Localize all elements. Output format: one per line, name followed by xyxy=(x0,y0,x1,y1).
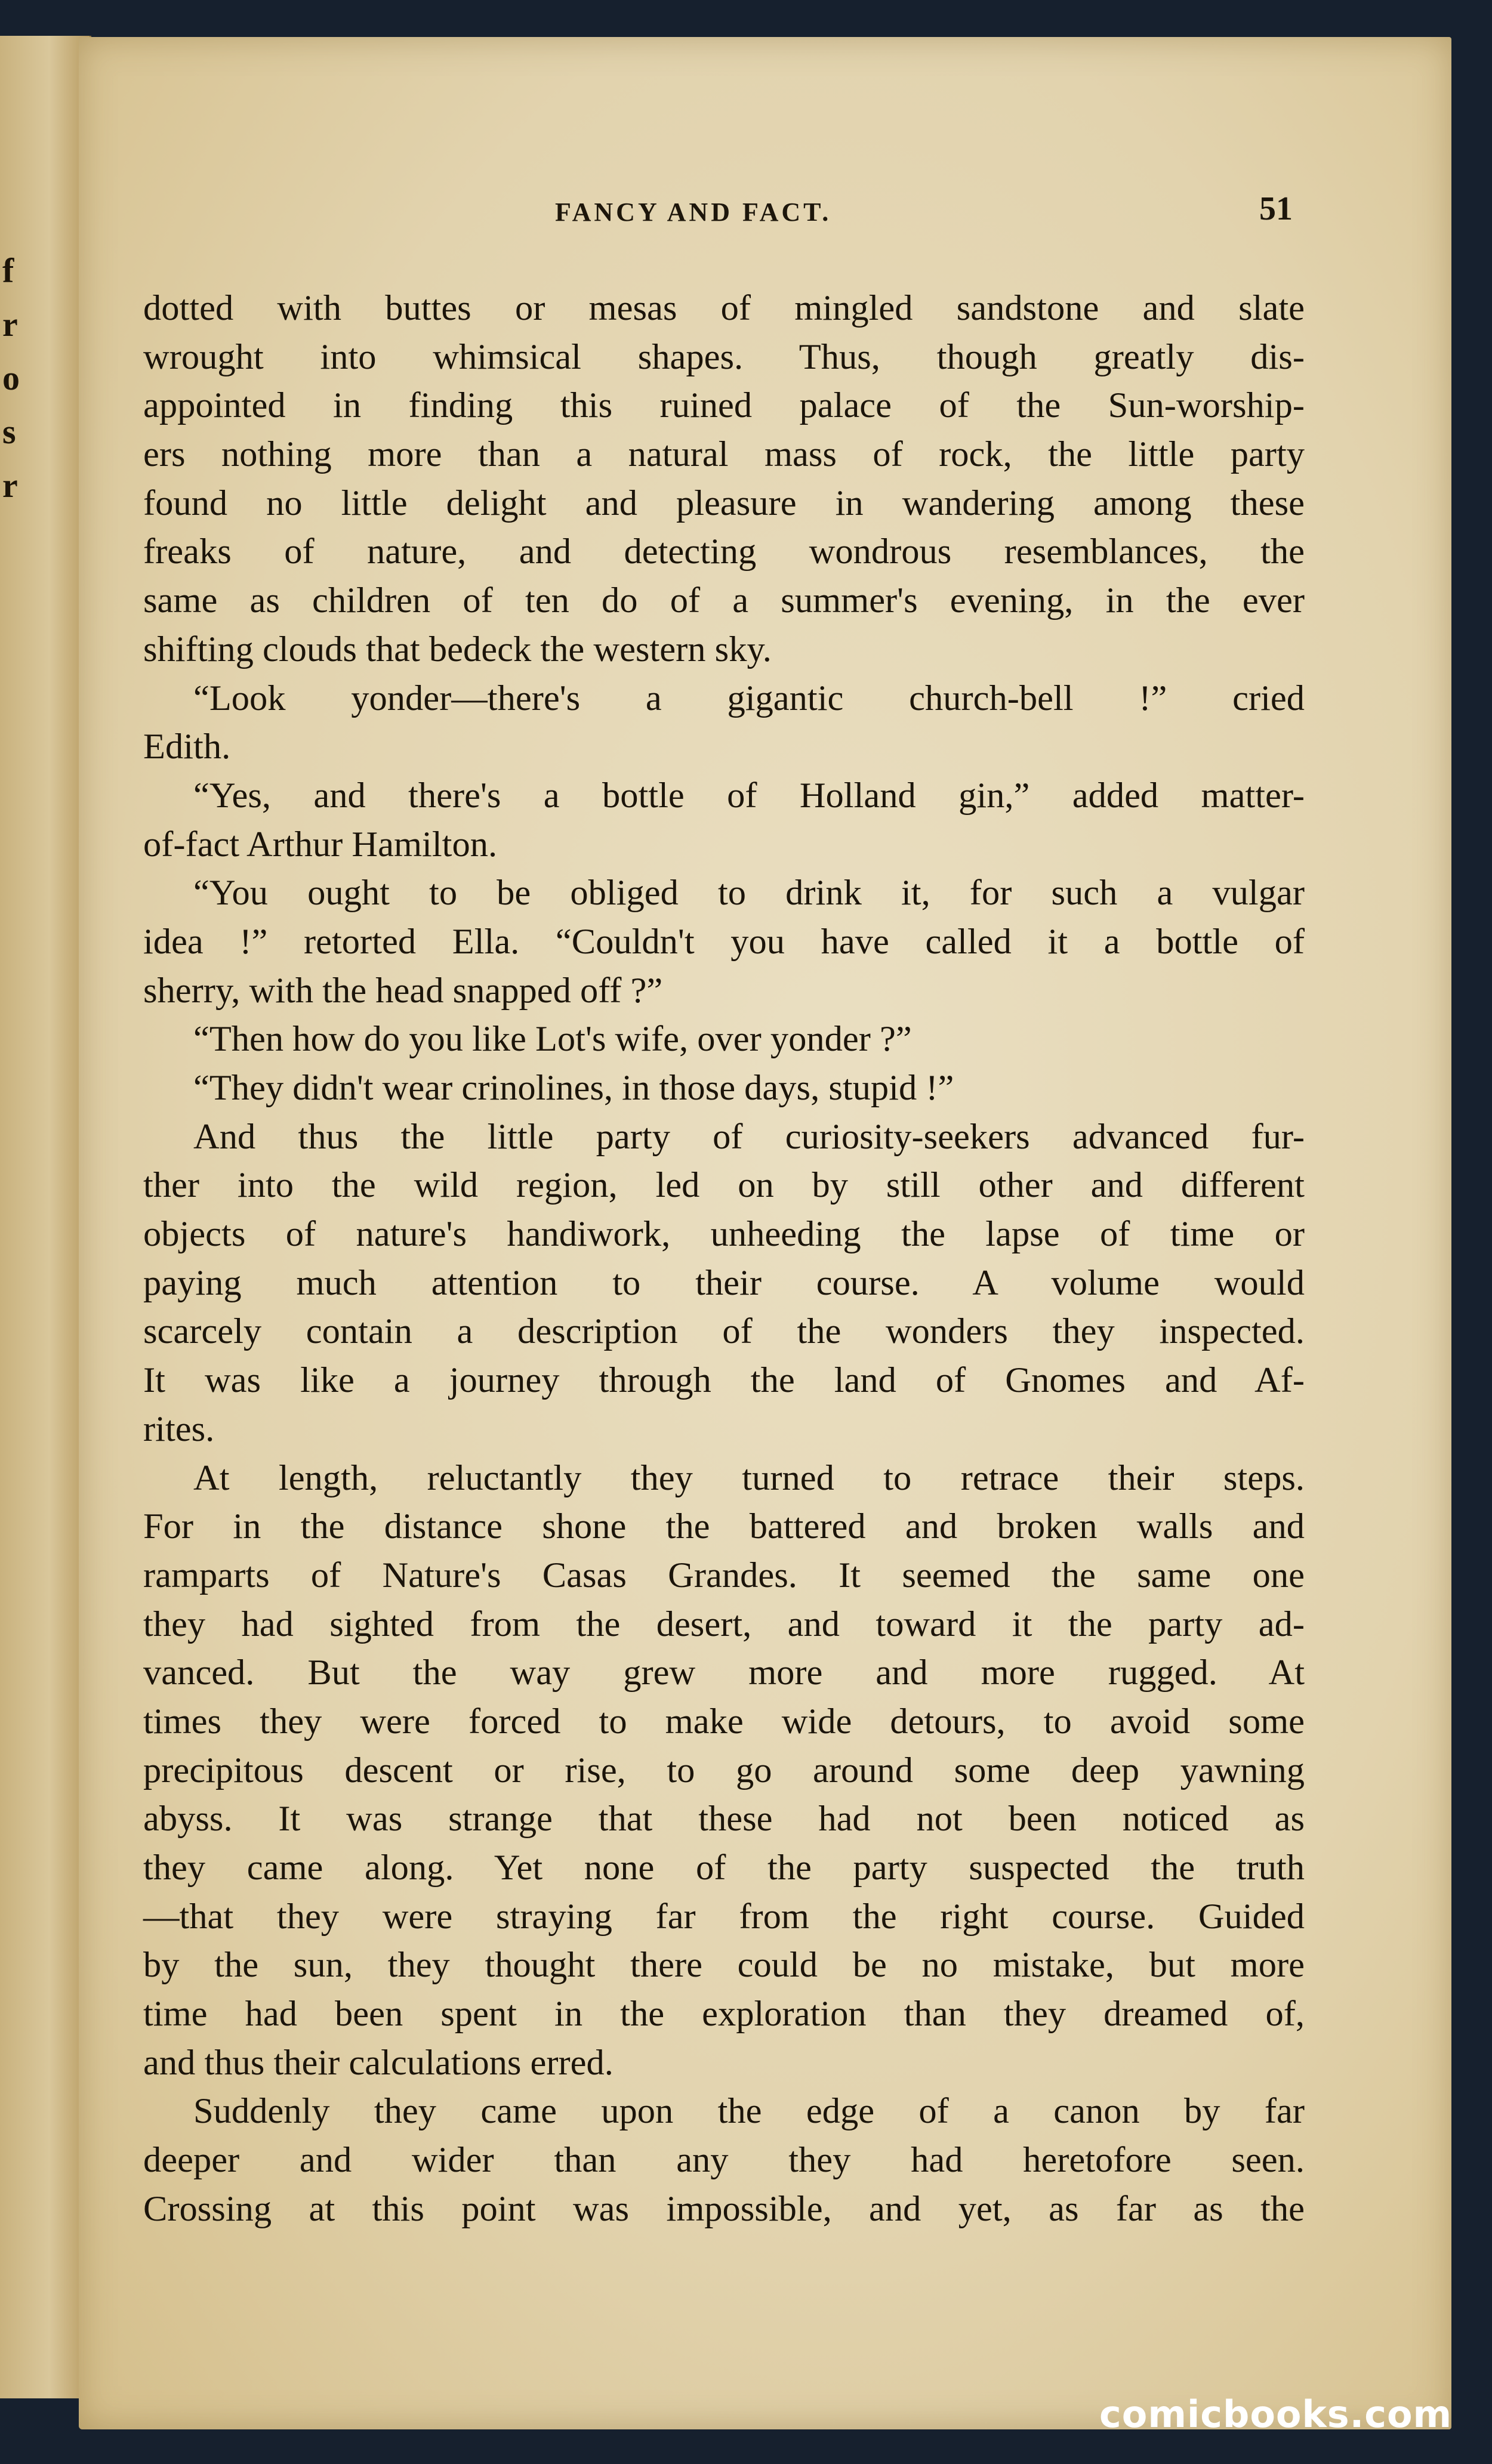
text-line: abyss. It was strange that these had not been noticed as xyxy=(143,1799,1305,1839)
text-line: “Then how do you like Lot's wife, over yonder ?” xyxy=(193,1019,912,1060)
text-line: ers nothing more than a natural mass of rock, the little party xyxy=(143,434,1305,475)
page-number: 51 xyxy=(1259,190,1293,227)
previous-page-letter: f xyxy=(2,251,14,290)
text-line: “You ought to be obliged to drink it, for such a vulgar xyxy=(193,873,1305,913)
text-line: It was like a journey through the land of Gnomes and Af- xyxy=(143,1360,1305,1401)
text-line: precipitous descent or rise, to go around some deep yawning xyxy=(143,1750,1305,1790)
page-body-text xyxy=(143,284,1305,2234)
text-line: idea !” retorted Ella. “Couldn't you have called it a bottle of xyxy=(143,921,1305,962)
text-line: same as children of ten do of a summer's evening, in the ever xyxy=(143,581,1305,621)
text-line: ther into the wild region, led on by still other and different xyxy=(143,1165,1305,1206)
running-title: FANCY AND FACT. xyxy=(555,197,832,227)
text-line: ramparts of Nature's Casas Grandes. It seemed the same one xyxy=(143,1555,1305,1595)
text-line: they had sighted from the desert, and toward it the party ad- xyxy=(143,1604,1305,1644)
text-line: —that they were straying far from the right course. Guided xyxy=(143,1896,1305,1937)
text-line: “Look yonder—there's a gigantic church-bell !” cried xyxy=(193,678,1305,718)
text-line: “Yes, and there's a bottle of Holland gin,” added matter- xyxy=(193,775,1305,816)
text-line: “They didn't wear crinolines, in those days, stupid !” xyxy=(193,1068,954,1108)
text-line: freaks of nature, and detecting wondrous resemblances, the xyxy=(143,532,1305,572)
text-line: Suddenly they came upon the edge of a canon by far xyxy=(193,2091,1305,2132)
text-line: and thus their calculations erred. xyxy=(143,2042,614,2083)
previous-page-letter: o xyxy=(2,359,20,397)
text-line: found no little delight and pleasure in wandering among these xyxy=(143,483,1305,523)
text-line: deeper and wider than any they had heretofore seen. xyxy=(143,2140,1305,2181)
previous-page-letter: s xyxy=(2,412,16,451)
text-line: objects of nature's handiwork, unheeding the lapse of time or xyxy=(143,1214,1305,1255)
text-line: Crossing at this point was impossible, and yet, as far as the xyxy=(143,2188,1305,2229)
text-line: by the sun, they thought there could be no mistake, but more xyxy=(143,1945,1305,1986)
previous-page-letter: r xyxy=(2,466,18,505)
text-line: paying much attention to their course. A volume would xyxy=(143,1262,1305,1303)
text-line: of-fact Arthur Hamilton. xyxy=(143,824,498,864)
text-line: shifting clouds that bedeck the western sky. xyxy=(143,629,772,669)
site-watermark: comicbooks.com xyxy=(1099,2392,1453,2436)
text-line: times they were forced to make wide detours, to avoid some xyxy=(143,1701,1305,1742)
text-line: scarcely contain a description of the wonders they inspected. xyxy=(143,1311,1305,1352)
text-line: they came along. Yet none of the party suspected the truth xyxy=(143,1848,1305,1888)
text-line: sherry, with the head snapped off ?” xyxy=(143,970,663,1011)
text-line: dotted with buttes or mesas of mingled sandstone and slate xyxy=(143,288,1305,328)
previous-page-edge xyxy=(0,36,91,2398)
text-line: And thus the little party of curiosity-seekers advanced fur- xyxy=(193,1116,1305,1157)
text-line: wrought into whimsical shapes. Thus, though greatly dis- xyxy=(143,336,1305,377)
previous-page-letter: r xyxy=(2,305,18,344)
text-line: time had been spent in the exploration than they dreamed of, xyxy=(143,1994,1305,2034)
text-line: Edith. xyxy=(143,727,231,767)
text-line: rites. xyxy=(143,1409,215,1449)
text-line: vanced. But the way grew more and more rugged. At xyxy=(143,1653,1305,1693)
text-line: For in the distance shone the battered and broken walls and xyxy=(143,1506,1305,1547)
text-line: appointed in finding this ruined palace of the Sun-worship- xyxy=(143,385,1305,426)
text-line: At length, reluctantly they turned to retrace their steps. xyxy=(193,1458,1305,1498)
